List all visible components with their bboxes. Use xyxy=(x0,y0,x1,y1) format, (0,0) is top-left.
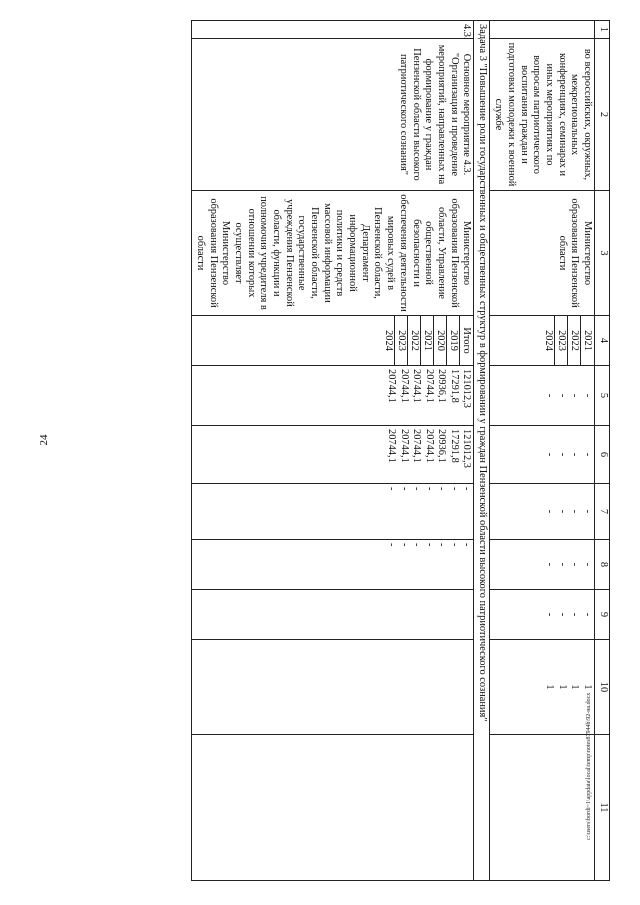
landscape-table-container xyxy=(90,20,610,880)
col9-cell xyxy=(192,590,474,640)
header-cell: 1 xyxy=(595,21,610,39)
budget-table xyxy=(191,20,610,881)
description-cell: во всероссийских, окружных, межрегиональных конференциях, семинарах и иных мероприятиях по вопросам патриотического воспитания граждан и подготовки молодежи к военной службе xyxy=(490,39,595,191)
col5-cell: 121012,3 17291,8 20936,1 20744,1 20744,1 20744,1 20744,1 xyxy=(192,366,474,426)
header-cell: 9 xyxy=(595,590,610,640)
col7-cell: - - - - - - - xyxy=(192,484,474,540)
col6-cell: 121012,3 17291,8 20936,1 20744,1 20744,1 20744,1 20744,1 xyxy=(192,426,474,484)
header-cell: 3 xyxy=(595,191,610,316)
row-number-cell xyxy=(490,21,595,39)
col10-cell: 1 1 1 1 xyxy=(490,640,595,735)
table-row xyxy=(192,21,474,881)
page-number: 24 xyxy=(38,434,50,446)
header-row xyxy=(595,21,610,881)
header-cell: 10 xyxy=(595,640,610,735)
header-cell: 11 xyxy=(595,735,610,881)
header-cell: 6 xyxy=(595,426,610,484)
col8-cell: - - - - - - - xyxy=(192,540,474,590)
col10-cell xyxy=(192,640,474,735)
task-row xyxy=(474,21,490,881)
executor-cell: Министерство образования Пензенской области xyxy=(490,191,595,316)
table-row xyxy=(490,21,595,881)
header-cell: 5 xyxy=(595,366,610,426)
years-cell: Итого 2019 2020 2021 2022 2023 2024 xyxy=(192,316,474,366)
col8-cell: - - - - xyxy=(490,540,595,590)
col6-cell: - - - - xyxy=(490,426,595,484)
header-cell: 8 xyxy=(595,540,610,590)
description-cell: Основное мероприятие 4.3. "Организация и проведение мероприятий, направленных на формирование у граждан Пензенской области высокого патриотического сознания" xyxy=(192,39,474,191)
col9-cell: - - - - xyxy=(490,590,595,640)
col5-cell: - - - - xyxy=(490,366,595,426)
col7-cell: - - - - xyxy=(490,484,595,540)
header-cell: 7 xyxy=(595,484,610,540)
col11-cell xyxy=(490,735,595,881)
task-heading: Задача 3 "Повышение роли государственных и общественных структур в формировании у граждан Пензенской области высокого патриотического сознания" xyxy=(474,21,490,881)
row-number-cell: 4.3. xyxy=(192,21,474,39)
years-cell: 2021 2022 2023 2024 xyxy=(490,316,595,366)
header-cell: 4 xyxy=(595,316,610,366)
footer-file-path: c:\users\bordi~1\appdata\local\temp\notes87944b\92-на.docx xyxy=(586,692,592,840)
col11-cell xyxy=(192,735,474,881)
executor-cell: Министерство образования Пензенской области, Управление общественной безопасности и обеспечения деятельности мировых судей в Пензенской области, Департамент информационной политики и средств массовой информации Пензенской области, государственные учреждения Пензенской области, функции и полномочия учредителя в отношении которых осуществляет Министерство образования Пензенской области xyxy=(192,191,474,316)
header-cell: 2 xyxy=(595,39,610,191)
